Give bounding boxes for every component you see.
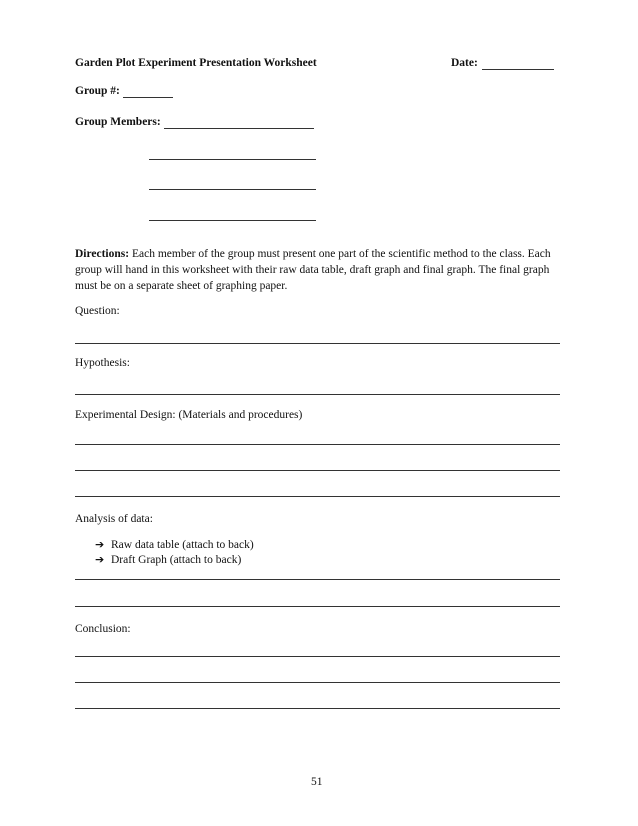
design-answer-line-3[interactable] — [75, 496, 560, 497]
hypothesis-label: Hypothesis: — [75, 357, 130, 369]
worksheet-title: Garden Plot Experiment Presentation Worksheet — [75, 57, 317, 69]
analysis-item-draft-graph — [95, 553, 241, 567]
group-members-label: Group Members: — [75, 116, 161, 128]
question-label: Question: — [75, 305, 120, 317]
date-blank[interactable] — [482, 69, 554, 70]
right-arrow-icon: ➔ — [95, 538, 105, 551]
member-blank-4[interactable] — [149, 220, 316, 221]
member-blank-1[interactable] — [164, 128, 314, 129]
group-number-label: Group #: — [75, 85, 120, 97]
analysis-item-label: Draft Graph (attach to back) — [111, 554, 242, 566]
analysis-item-label: Raw data table (attach to back) — [111, 539, 254, 551]
member-blank-2[interactable] — [149, 159, 316, 160]
design-answer-line-2[interactable] — [75, 470, 560, 471]
page-number: 51 — [311, 776, 323, 788]
question-answer-line[interactable] — [75, 343, 560, 344]
date-label: Date: — [451, 57, 478, 69]
conclusion-answer-line-2[interactable] — [75, 682, 560, 683]
directions-label: Directions: — [75, 248, 130, 260]
group-number-blank[interactable] — [123, 97, 173, 98]
member-blank-3[interactable] — [149, 189, 316, 190]
design-answer-line-1[interactable] — [75, 444, 560, 445]
conclusion-answer-line-3[interactable] — [75, 708, 560, 709]
analysis-label: Analysis of data: — [75, 513, 153, 525]
conclusion-label: Conclusion: — [75, 623, 131, 635]
directions-text: Each member of the group must present one part of the scientific method to the class. Each group will hand in this worksheet with their raw data table, draft graph and final graph. The final graph must be on a separate sheet of graphing paper. — [75, 248, 551, 292]
hypothesis-answer-line[interactable] — [75, 394, 560, 395]
analysis-answer-line-2[interactable] — [75, 606, 560, 607]
conclusion-answer-line-1[interactable] — [75, 656, 560, 657]
right-arrow-icon: ➔ — [95, 553, 105, 566]
design-label: Experimental Design: (Materials and procedures) — [75, 409, 303, 421]
directions-paragraph — [75, 246, 565, 294]
analysis-item-raw-data — [95, 538, 254, 552]
analysis-answer-line-1[interactable] — [75, 579, 560, 580]
